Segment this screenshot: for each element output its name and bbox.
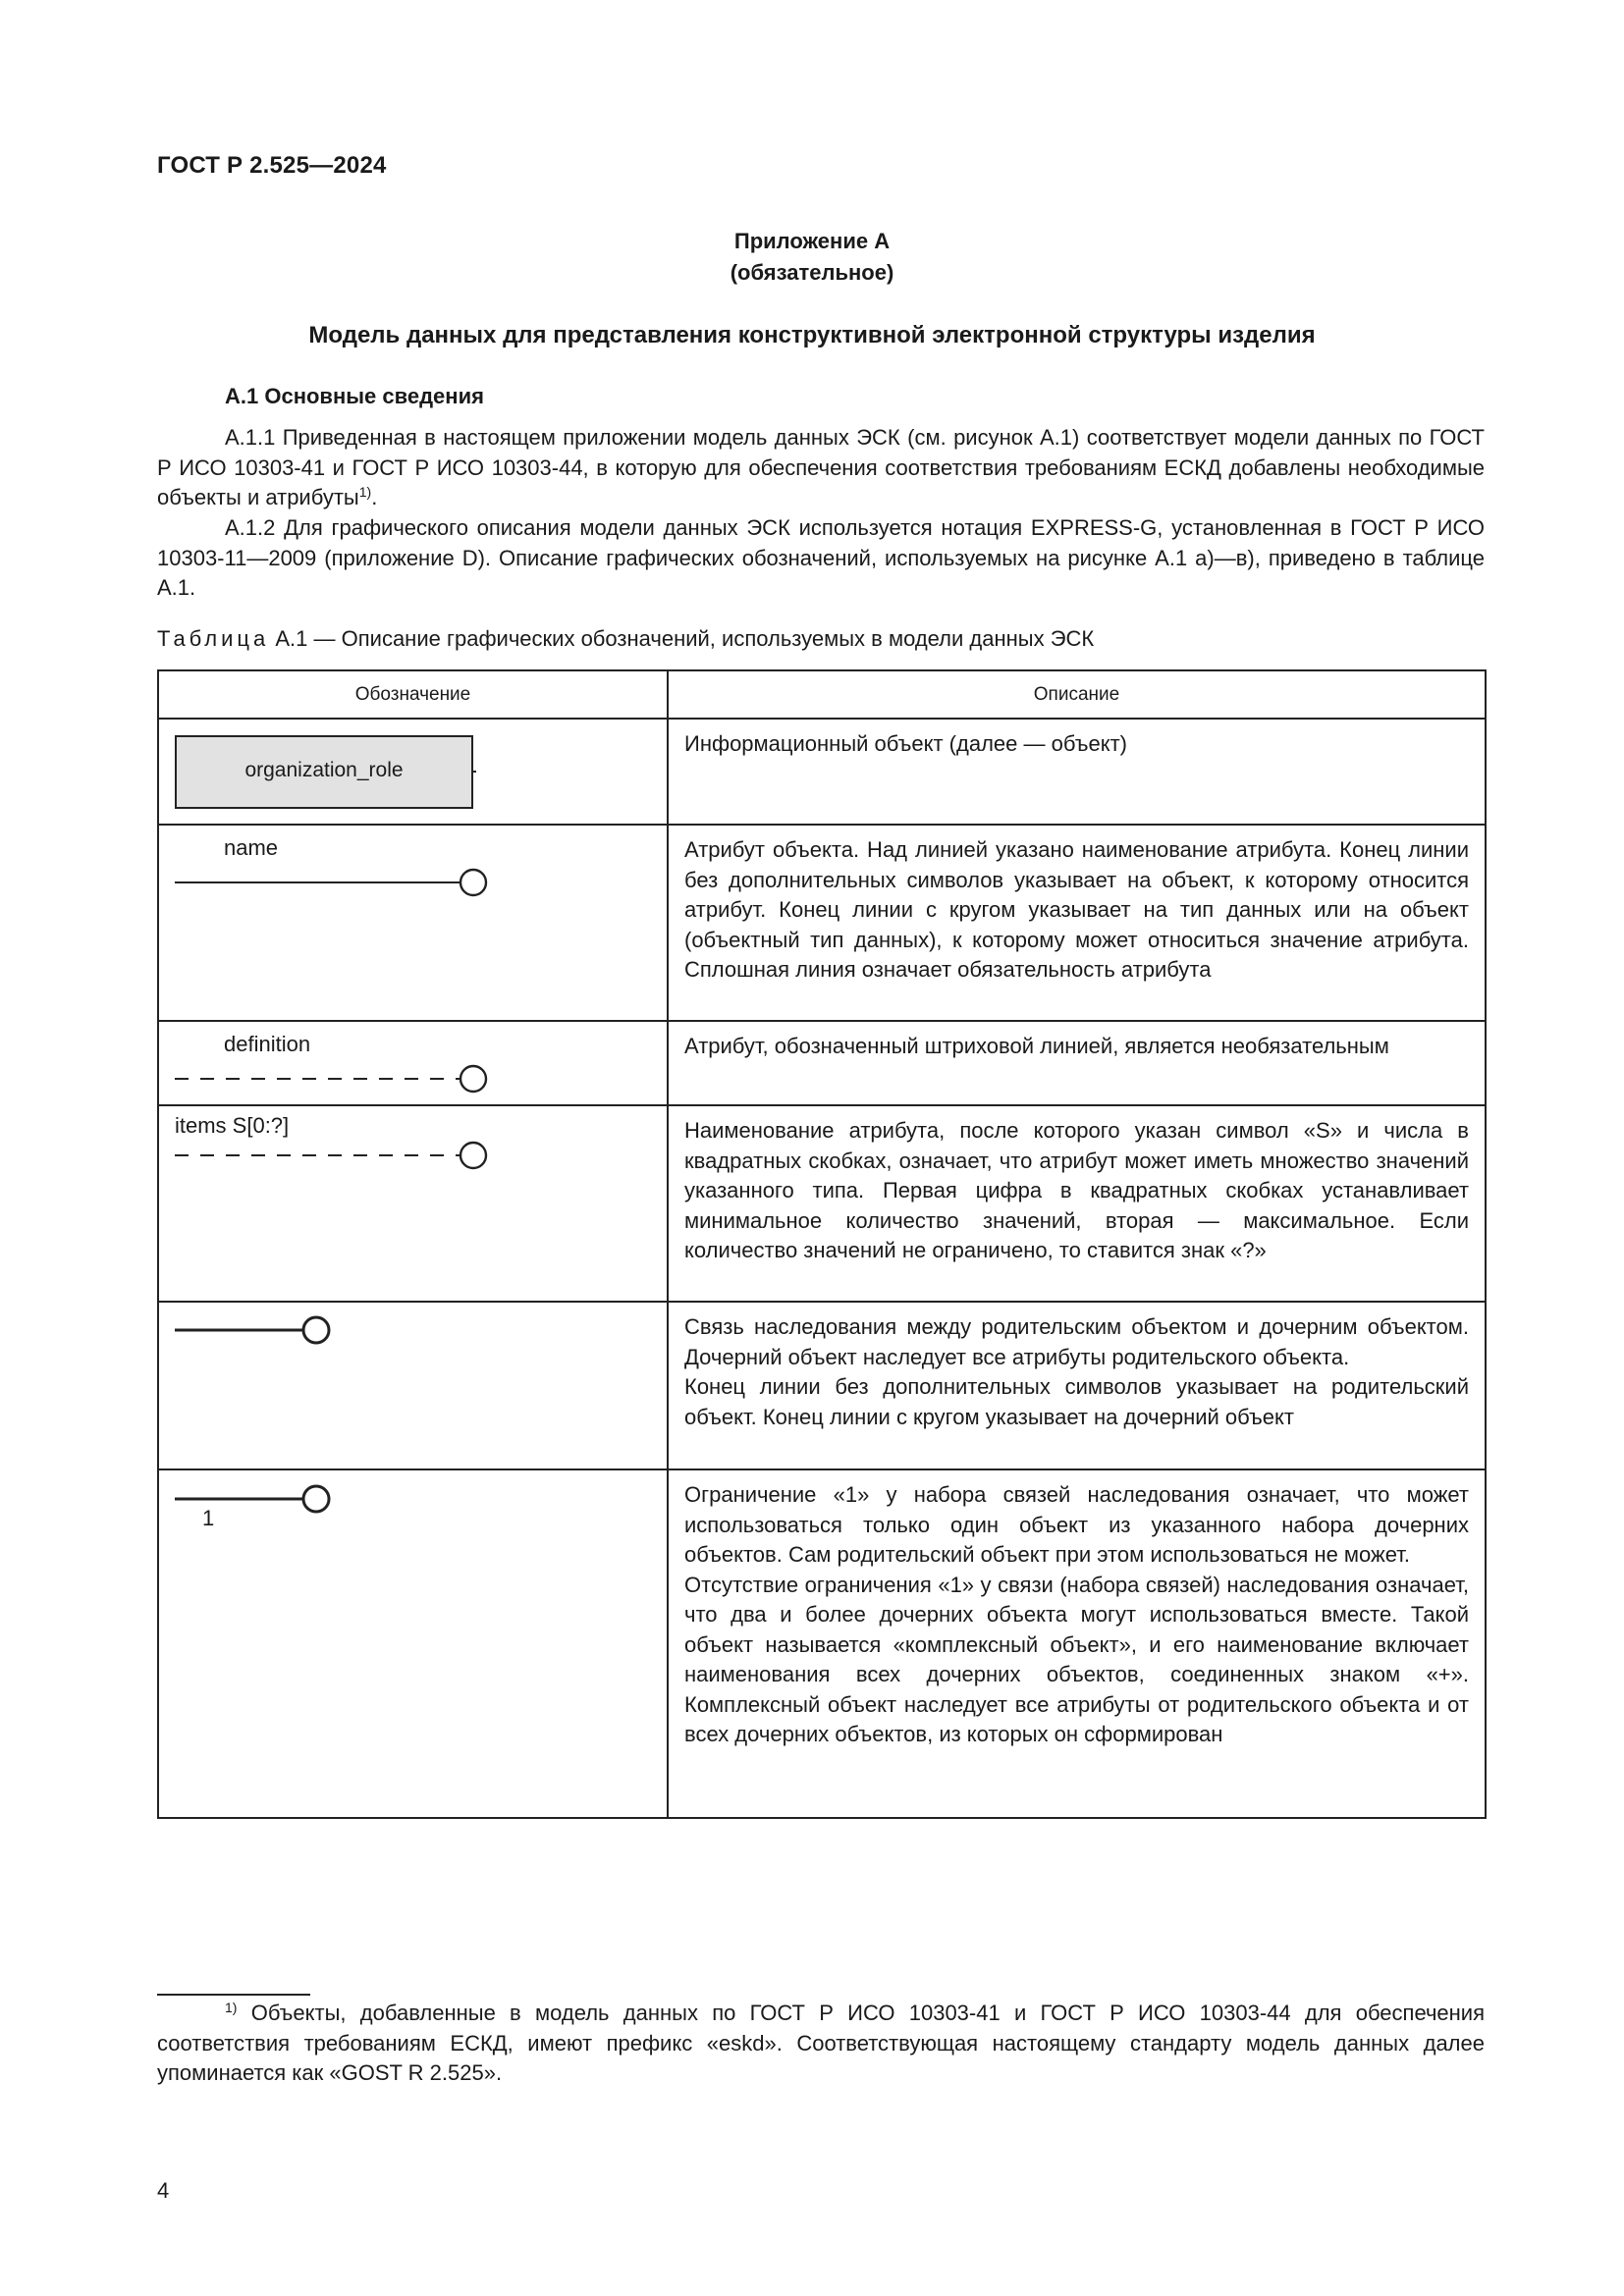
description-cell: Информационный объект (далее — объект) bbox=[668, 719, 1486, 825]
table-row bbox=[158, 1105, 1486, 1302]
header-description: Описание bbox=[668, 670, 1486, 719]
table-row bbox=[158, 1021, 1486, 1105]
footnote-ref: 1) bbox=[358, 484, 372, 500]
symbol-cell-attribute bbox=[158, 825, 668, 1021]
symbol-cell-entity bbox=[158, 719, 668, 825]
header-symbol: Обозначение bbox=[158, 670, 668, 719]
table-row bbox=[158, 1469, 1486, 1818]
symbol-cell-constraint bbox=[158, 1469, 668, 1818]
description-cell: Атрибут, обозначенный штриховой линией, является необязательным bbox=[668, 1021, 1486, 1105]
footnote-mark: 1) bbox=[225, 2000, 238, 2015]
footnote-text: Объекты, добавленные в модель данных по ГОСТ Р ИСО 10303-41 и ГОСТ Р ИСО 10303-44 для обеспечения соответствия требованиям ЕСКД, имеют префикс «eskd». Соответствующая настоящему стандарту модель данных далее упоминается как «GOST R 2.525». bbox=[157, 2001, 1485, 2085]
description-cell bbox=[668, 1469, 1486, 1818]
attribute-label: name bbox=[224, 835, 279, 860]
entity-label: organization_role bbox=[244, 759, 404, 781]
constraint-inheritance-symbol bbox=[159, 1470, 665, 1815]
description-cell: Наименование атрибута, после которого указан символ «S» и числа в квадратных скобках, означает, что атрибут может иметь множество значений указанного типа. Первая цифра в квадратных скобках устанавливает минимальное количество значений, вторая — максимальное. Если количество значений не ограничено, то ставится знак «?» bbox=[668, 1105, 1486, 1302]
constraint-label: 1 bbox=[202, 1506, 215, 1530]
table-caption-word: Таблица bbox=[157, 626, 270, 651]
appendix-status: (обязательное) bbox=[730, 260, 894, 285]
table-caption bbox=[157, 626, 1094, 652]
document-header: ГОСТ Р 2.525—2024 bbox=[157, 152, 387, 179]
optional-attribute-label: definition bbox=[224, 1032, 311, 1056]
section-heading: А.1 Основные сведения bbox=[225, 384, 484, 408]
description-text: Ограничение «1» у набора связей наследования означает, что может использоваться только один объект из указанного набора дочерних объектов. Сам родительский объект при этом использоваться не может. bbox=[684, 1482, 1469, 1567]
description-cell bbox=[668, 1302, 1486, 1469]
appendix-title: Приложение А bbox=[733, 229, 891, 253]
notation-table bbox=[157, 669, 1487, 1819]
footnote bbox=[157, 1999, 1485, 2089]
symbol-cell-inheritance bbox=[158, 1302, 668, 1469]
inheritance-symbol bbox=[159, 1303, 665, 1467]
footnote-separator bbox=[157, 1994, 310, 1996]
symbol-cell-set bbox=[158, 1105, 668, 1302]
description-text-2: Отсутствие ограничения «1» у связи (набора связей) наследования означает, что два и более дочерних объекта могут использоваться вместе. Такой объект называется «комплексный объект», и его наименование включает наименования всех дочерних объектов, соединенных знаком «+». Комплексный объект наследует все атрибуты от родительского объекта и от всех дочерних объектов, из которых он сформирован bbox=[684, 1572, 1469, 1746]
paragraph-a11 bbox=[157, 423, 1485, 513]
table-header-row bbox=[158, 670, 1486, 719]
page-number: 4 bbox=[157, 2178, 170, 2203]
table-row bbox=[158, 719, 1486, 825]
table-row bbox=[158, 1302, 1486, 1469]
paragraph-a12: А.1.2 Для графического описания модели данных ЭСК используется нотация EXPRESS-G, установленная в ГОСТ Р ИСО 10303-11—2009 (приложение D). Описание графических обозначений, используемых на рисунке А.1 а)—в), приведено в таблице А.1. bbox=[157, 515, 1485, 600]
set-attribute-label: items S[0:?] bbox=[175, 1113, 290, 1138]
description-cell: Атрибут объекта. Над линией указано наименование атрибута. Конец линии без дополнительных символов указывает на объект, к которому относится атрибут. Конец линии с кругом указывает на тип данных или на объект (объектный тип данных), к которому может относиться значение атрибута. Сплошная линия означает обязательность атрибута bbox=[668, 825, 1486, 1021]
main-title: Модель данных для представления конструктивной электронной структуры изделия bbox=[308, 322, 1316, 348]
paragraph-a11-end: . bbox=[371, 485, 378, 509]
description-text: Связь наследования между родительским объектом и дочерним объектом. Дочерний объект наследует все атрибуты родительского объекта. bbox=[684, 1314, 1469, 1369]
table-caption-text: А.1 — Описание графических обозначений, используемых в модели данных ЭСК bbox=[269, 626, 1095, 651]
table-row bbox=[158, 825, 1486, 1021]
paragraph-a11-text: А.1.1 Приведенная в настоящем приложении модель данных ЭСК (см. рисунок А.1) соответствует модели данных по ГОСТ Р ИСО 10303-41 и ГОСТ Р ИСО 10303-44, в которую для обеспечения соответствия требованиям ЕСКД добавлены необходимые объекты и атрибуты bbox=[157, 425, 1485, 509]
symbol-cell-optional bbox=[158, 1021, 668, 1105]
description-text-2: Конец линии без дополнительных символов указывает на родительский объект. Конец линии с кругом указывает на дочерний объект bbox=[684, 1374, 1469, 1429]
